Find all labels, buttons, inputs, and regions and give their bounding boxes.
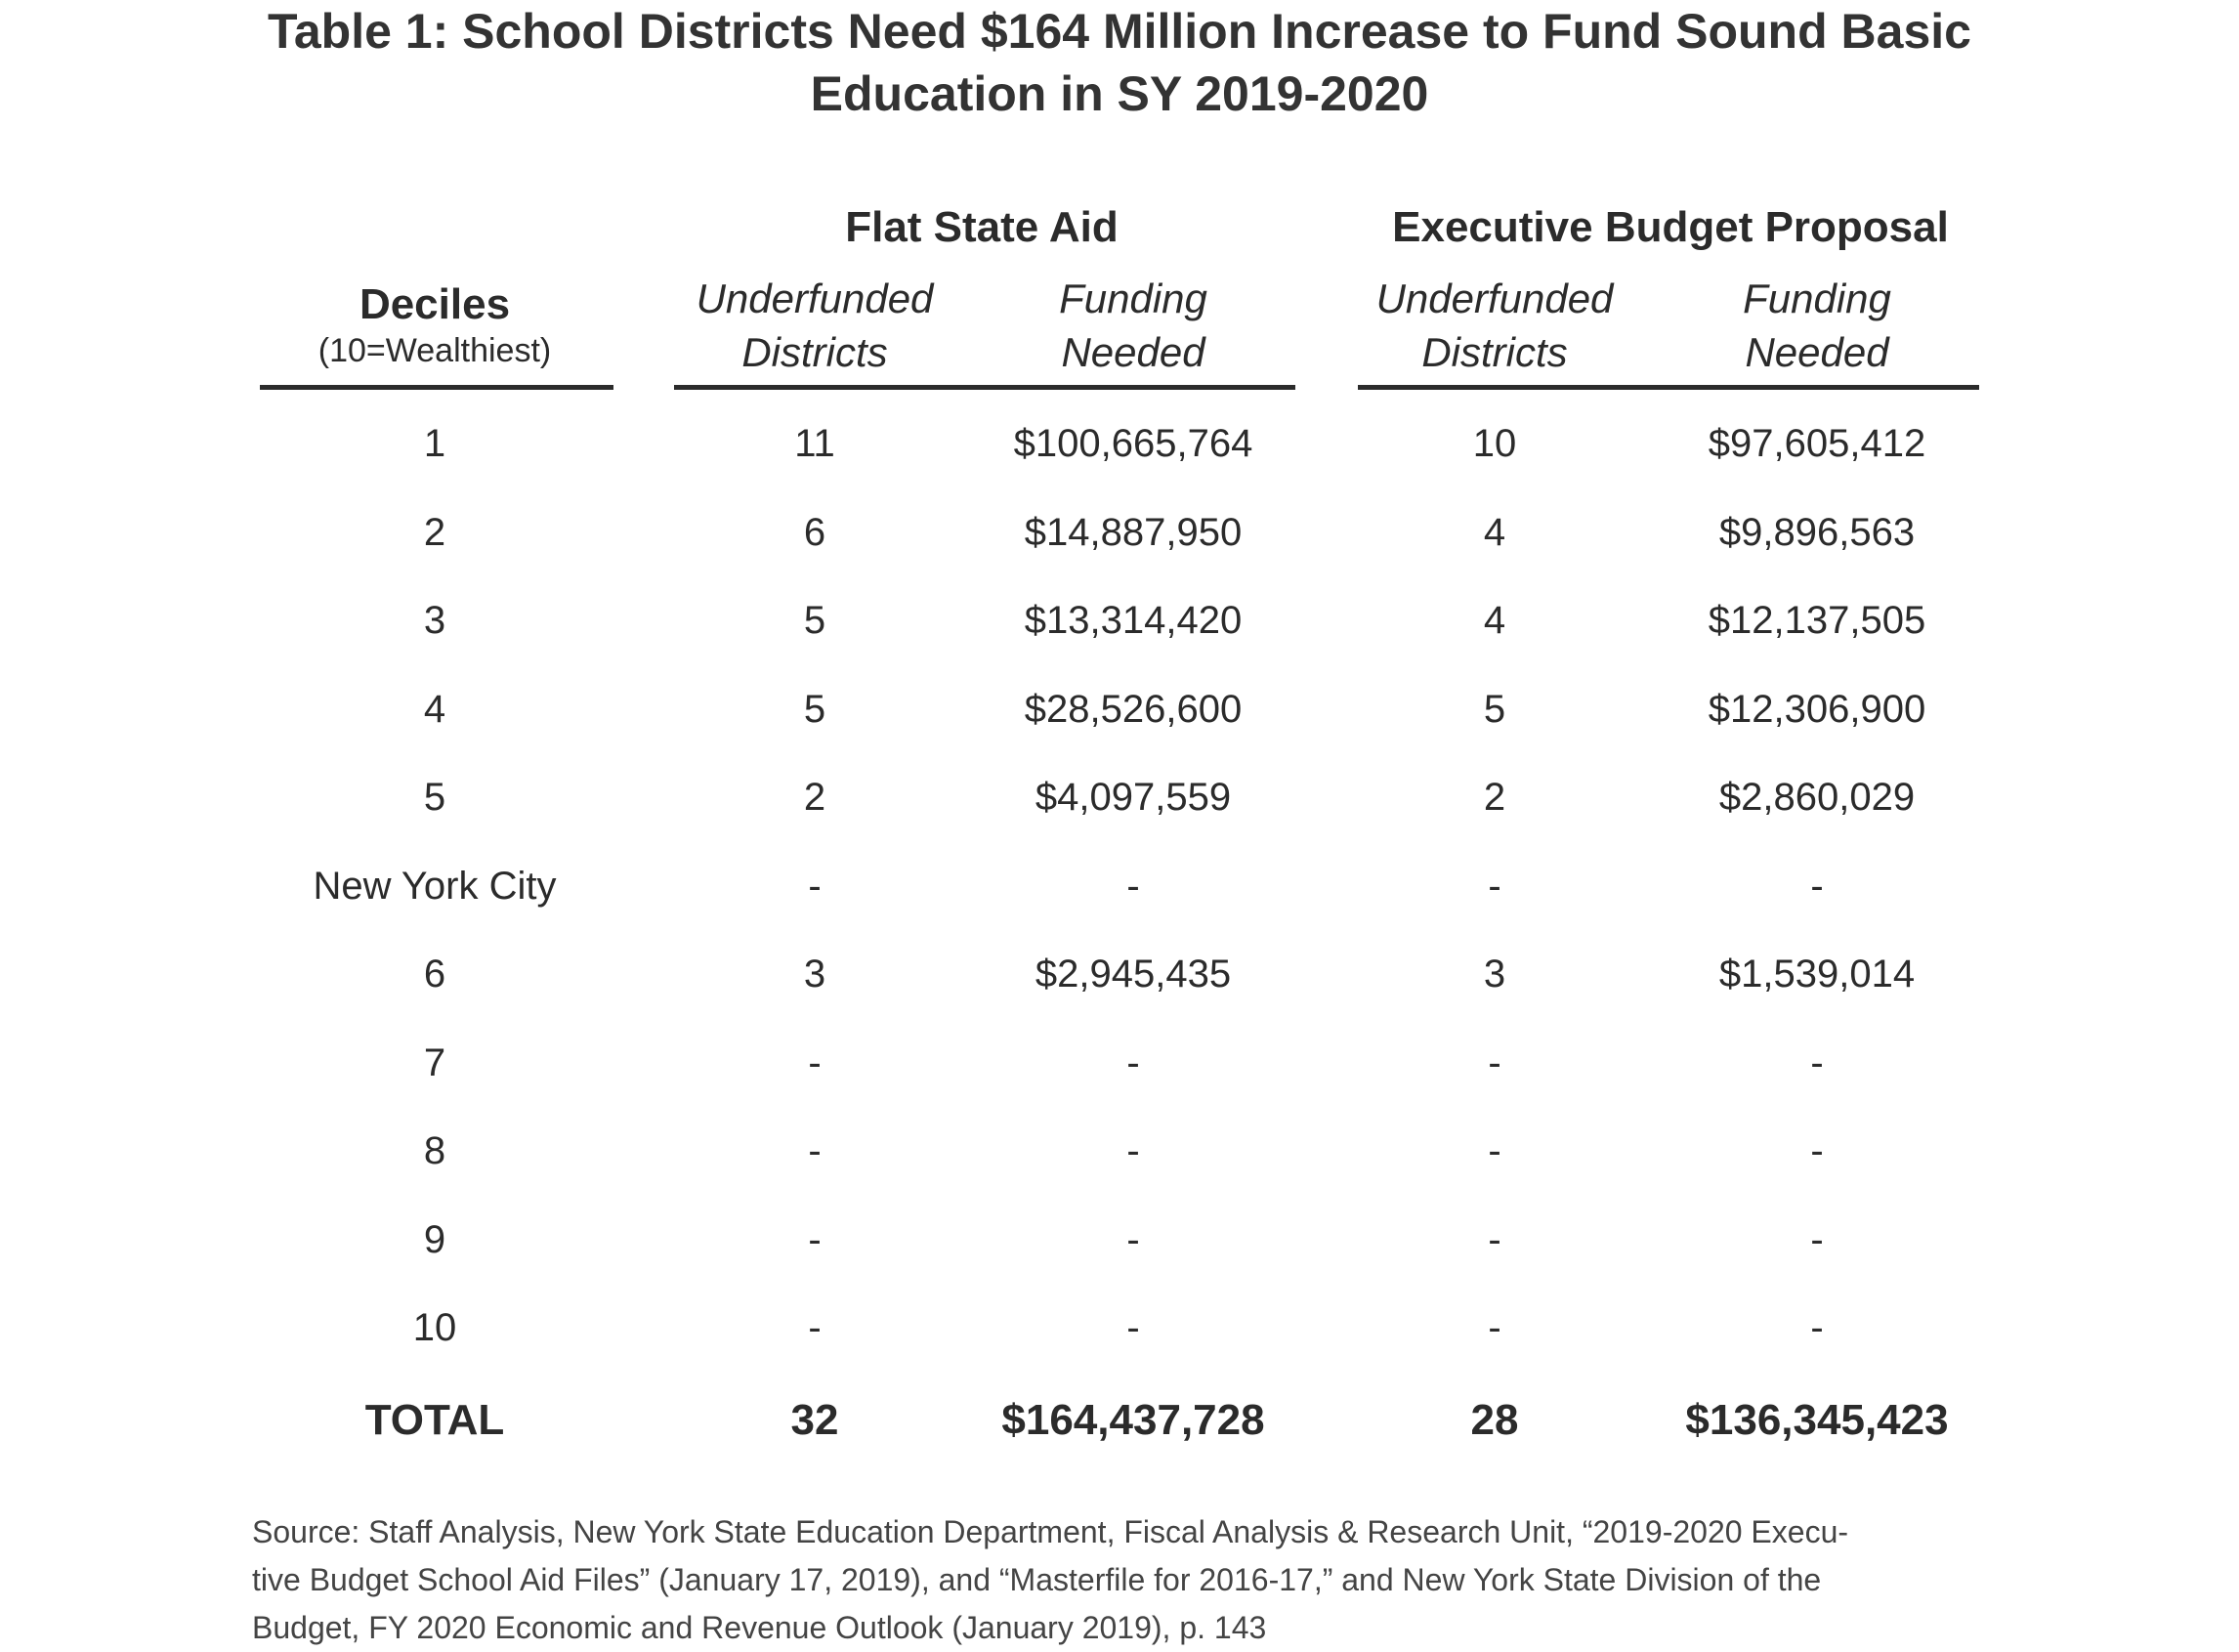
table-row	[0, 857, 2239, 915]
source-line-1: Source: Staff Analysis, New York State Education Department, Fiscal Analysis & Research Unit, “2019-2020 Execu-	[252, 1514, 1849, 1549]
total-flat-districts: 32	[790, 1396, 839, 1444]
table-row	[0, 1122, 2239, 1180]
column-header-line: Funding	[1743, 275, 1891, 321]
decile-cell: New York City	[313, 865, 557, 908]
exec-districts-cell: -	[1488, 1218, 1501, 1261]
total-label: TOTAL	[364, 1396, 505, 1444]
exec-funding-cell: -	[1810, 1306, 1824, 1349]
exec-funding-cell: $2,860,029	[1718, 776, 1916, 819]
flat-funding-cell: -	[1126, 1129, 1140, 1172]
decile-cell: 4	[423, 688, 446, 731]
flat-funding-cell: $2,945,435	[1035, 953, 1232, 995]
flat-funding-cell: -	[1126, 1306, 1140, 1349]
table-row	[0, 414, 2239, 473]
decile-cell: 5	[423, 776, 446, 819]
flat-funding-cell: -	[1126, 1218, 1140, 1261]
decile-cell: 6	[423, 953, 446, 995]
flat-funding-cell: -	[1126, 865, 1140, 908]
total-exec-funding: $136,345,423	[1685, 1396, 1949, 1444]
column-header-line: Underfunded	[696, 275, 934, 321]
exec-districts-cell: 2	[1483, 776, 1506, 819]
exec-districts-cell: 4	[1483, 599, 1506, 642]
table-row	[0, 1034, 2239, 1092]
exec-funding-cell: -	[1810, 865, 1824, 908]
column-header-line: Districts	[741, 329, 888, 375]
table-row	[0, 1210, 2239, 1269]
column-header-line: Districts	[1421, 329, 1568, 375]
flat-districts-cell: 5	[803, 599, 826, 642]
deciles-header-sublabel: (10=Wealthiest)	[317, 332, 552, 369]
exec-districts-cell: 5	[1483, 688, 1506, 731]
total-row	[0, 1391, 2239, 1450]
column-header-line: Funding	[1059, 275, 1207, 321]
decile-cell: 7	[423, 1041, 446, 1084]
exec-funding-cell: $12,306,900	[1708, 688, 1926, 731]
total-flat-funding: $164,437,728	[1001, 1396, 1265, 1444]
flat-districts-cell: 5	[803, 688, 826, 731]
source-note	[252, 1508, 2010, 1652]
header-rule-deciles	[260, 385, 613, 390]
exec-funding-cell: -	[1810, 1218, 1824, 1261]
column-header-line: Needed	[1061, 329, 1205, 375]
column-header-line: Needed	[1745, 329, 1889, 375]
exec-funding-cell: -	[1810, 1129, 1824, 1172]
column-header-exec-funding	[1661, 272, 1973, 379]
exec-districts-cell: -	[1488, 865, 1501, 908]
table-title-line-2: Education in SY 2019-2020	[810, 66, 1429, 121]
group-header-flat-state-aid: Flat State Aid	[845, 203, 1119, 251]
total-exec-districts: 28	[1470, 1396, 1519, 1444]
column-header-exec-underfunded	[1368, 272, 1622, 379]
decile-cell: 2	[423, 511, 446, 554]
decile-cell: 8	[423, 1129, 446, 1172]
exec-districts-cell: 4	[1483, 511, 1506, 554]
exec-funding-cell: $1,539,014	[1718, 953, 1916, 995]
flat-districts-cell: -	[808, 865, 822, 908]
exec-districts-cell: -	[1488, 1129, 1501, 1172]
column-header-flat-underfunded	[684, 272, 946, 379]
exec-funding-cell: $12,137,505	[1708, 599, 1926, 642]
flat-districts-cell: 11	[794, 422, 835, 465]
decile-cell: 9	[423, 1218, 446, 1261]
flat-funding-cell: -	[1126, 1041, 1140, 1084]
flat-districts-cell: 2	[803, 776, 826, 819]
header-rule-flat-state-aid	[674, 385, 1295, 390]
flat-funding-cell: $4,097,559	[1035, 776, 1232, 819]
group-header-executive-budget: Executive Budget Proposal	[1392, 203, 1949, 251]
source-line-2: tive Budget School Aid Files” (January 17, 2019), and “Masterfile for 2016-17,” and New York State Division of the	[252, 1562, 1822, 1597]
flat-districts-cell: -	[808, 1129, 822, 1172]
flat-funding-cell: $28,526,600	[1024, 688, 1243, 731]
header-rule-executive-budget	[1358, 385, 1979, 390]
table-row	[0, 1298, 2239, 1357]
source-line-3: Budget, FY 2020 Economic and Revenue Outlook (January 2019), p. 143	[252, 1610, 1267, 1645]
table-row	[0, 768, 2239, 826]
table-title	[0, 0, 2239, 125]
flat-districts-cell: 3	[803, 953, 826, 995]
flat-districts-cell: 6	[803, 511, 826, 554]
flat-funding-cell: $14,887,950	[1024, 511, 1243, 554]
exec-districts-cell: 10	[1472, 422, 1517, 465]
table-title-line-1: Table 1: School Districts Need $164 Million Increase to Fund Sound Basic	[268, 4, 1971, 59]
exec-districts-cell: 3	[1483, 953, 1506, 995]
flat-funding-cell: $100,665,764	[1013, 422, 1253, 465]
decile-cell: 10	[412, 1306, 457, 1349]
exec-funding-cell: $9,896,563	[1718, 511, 1916, 554]
table-row	[0, 945, 2239, 1003]
exec-districts-cell: -	[1488, 1041, 1501, 1084]
flat-districts-cell: -	[808, 1041, 822, 1084]
table-row	[0, 503, 2239, 562]
column-header-line: Underfunded	[1375, 275, 1614, 321]
exec-funding-cell: $97,605,412	[1708, 422, 1926, 465]
exec-districts-cell: -	[1488, 1306, 1501, 1349]
flat-districts-cell: -	[808, 1218, 822, 1261]
exec-funding-cell: -	[1810, 1041, 1824, 1084]
flat-districts-cell: -	[808, 1306, 822, 1349]
decile-cell: 1	[423, 422, 446, 465]
column-header-flat-funding	[987, 272, 1280, 379]
flat-funding-cell: $13,314,420	[1024, 599, 1243, 642]
decile-cell: 3	[423, 599, 446, 642]
deciles-column-header	[260, 279, 610, 371]
deciles-header-label: Deciles	[359, 280, 511, 328]
table-row	[0, 591, 2239, 650]
table-row	[0, 680, 2239, 739]
